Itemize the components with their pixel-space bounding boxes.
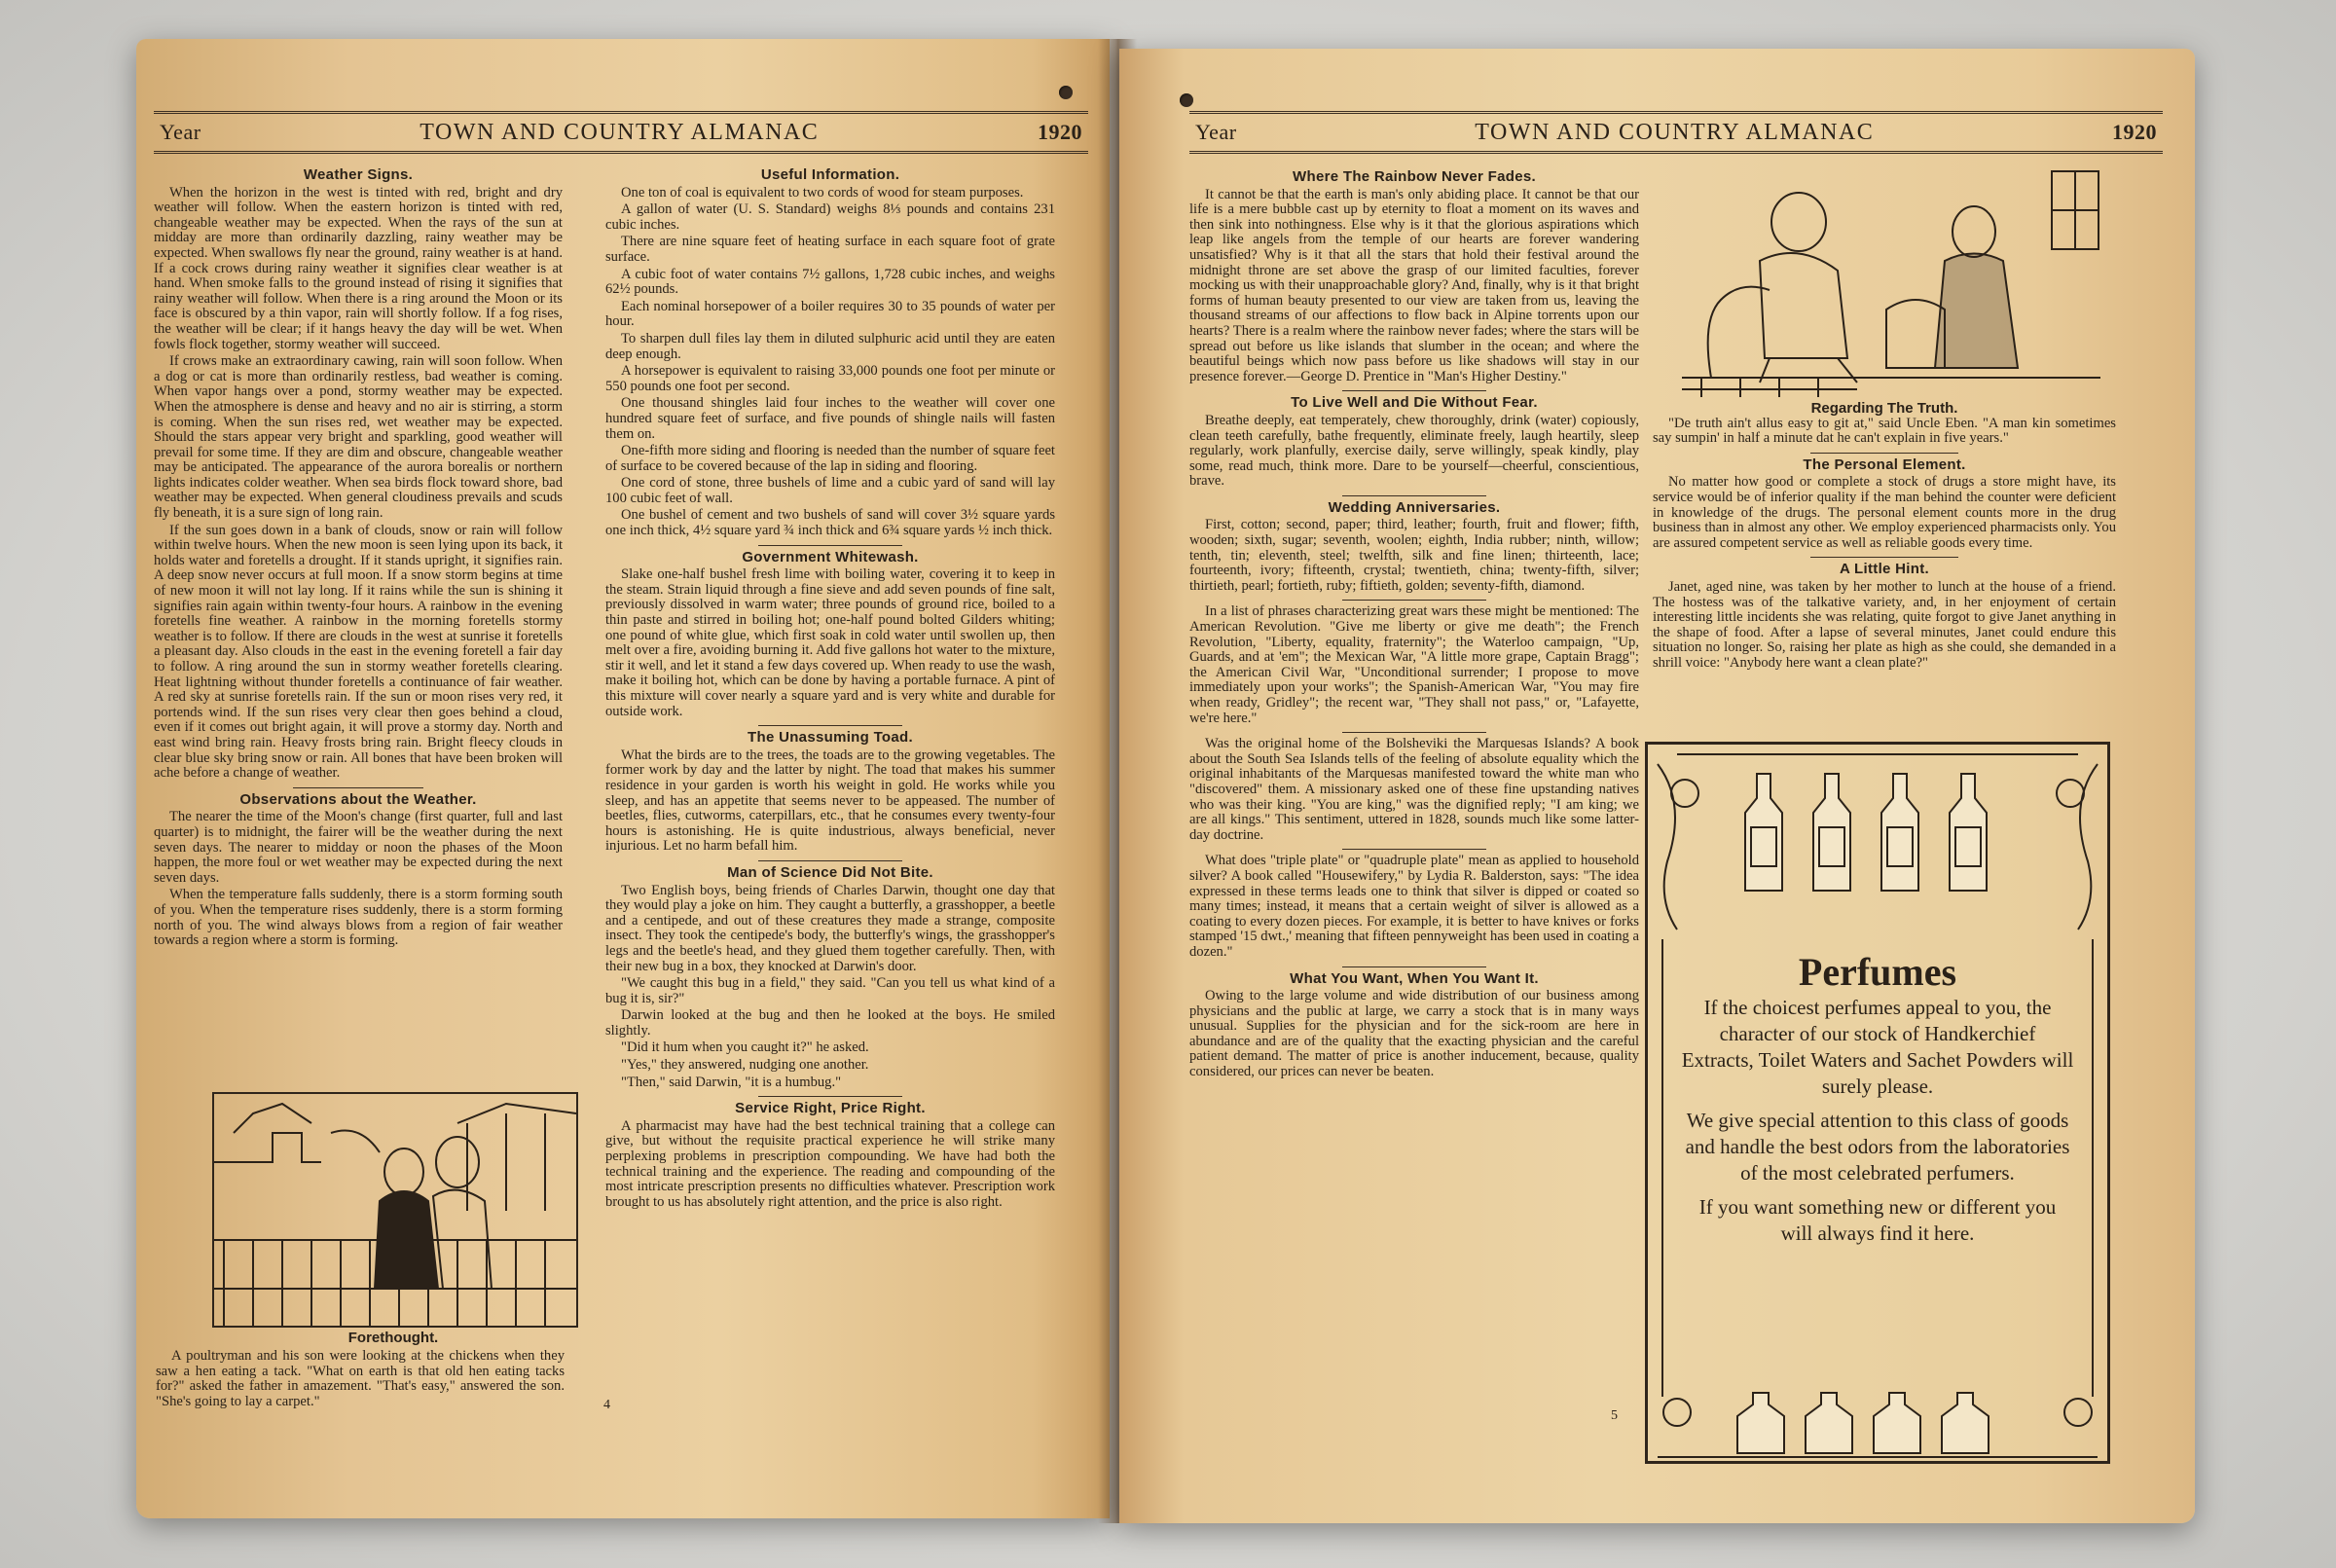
paragraph: One bushel of cement and two bushels of sand will cover 3½ square yards one inch thick, 4½ square yard ¾ inch thick and 6¾ square yards ½ inch thick. — [605, 507, 1055, 539]
divider — [293, 787, 423, 788]
divider — [1342, 966, 1486, 967]
divider — [1342, 849, 1486, 850]
page-number: 4 — [603, 1398, 610, 1412]
divider — [758, 1096, 902, 1097]
farm-scene-illustration — [214, 1094, 576, 1326]
header-title: TOWN AND COUNTRY ALMANAC — [1475, 119, 1875, 145]
header-year: 1920 — [2112, 120, 2157, 144]
header-year: 1920 — [1038, 120, 1082, 144]
paragraph: "We caught this bug in a field," they said. "Can you tell us what kind of a bug it is, sir?" — [605, 975, 1055, 1006]
divider — [758, 545, 902, 546]
left-page — [136, 39, 1110, 1518]
header-year-label: Year — [1195, 120, 1237, 144]
divider — [1342, 600, 1486, 601]
right-column-2 — [1653, 401, 2116, 674]
section-heading: Wedding Anniversaries. — [1328, 498, 1501, 516]
divider — [758, 860, 902, 861]
page-number: 5 — [1611, 1408, 1618, 1423]
paragraph: When the temperature falls suddenly, there is a storm forming south of you. When the temperature rises suddenly, there is a storm forming north of you. The wind always blows from a region of fair weather towards a region where a storm is forming. — [154, 887, 563, 949]
paragraph: Breathe deeply, eat temperately, chew thoroughly, drink (water) copiously, clean teeth carefully, bathe frequently, eliminate freely, laugh heartily, sleep regularly, work planfully, exercise daily, serve willingly, speak kindly, play some, read much, think more. Dare to be yourself—cheerful, conscientious, brave. — [1189, 412, 1639, 490]
header-title: TOWN AND COUNTRY ALMANAC — [420, 119, 820, 145]
perfume-bottles-top — [1648, 745, 2107, 939]
perfumes-advertisement — [1645, 742, 2110, 1464]
right-page — [1119, 49, 2195, 1523]
paragraph: It cannot be that the earth is man's only abiding place. It cannot be that our life is a mere bubble cast up by eternity to float a moment on its waves and then sink into nothingness. Else why is it that the glorious aspirations which leap like angels from the temple of our hearts are forever wandering unsatisfied? Why is it that all the stars that hold their festival around the midnight throne are set above the grasp of our limited faculties, forever mocking us with their unapproachable glory? And, finally, why is it that bright forms of human beauty presented to our view are taken from us, leaving the thousand streams of our affections to flow back in Alpine torrents upon our hearts? There is a realm where the rainbow never fades; where the stars will be spread out before us like islands that slumber in the ocean; and where the beautiful beings which now pass before us like shadows will stay in our presence forever.—George D. Prentice in "Man's Higher Destiny." — [1189, 186, 1639, 384]
forethought-text — [156, 1349, 565, 1411]
paragraph: One ton of coal is equivalent to two cords of wood for steam purposes. — [621, 184, 1024, 201]
paragraph: In a list of phrases characterizing great wars these might be mentioned: The American Revolution. "Give me liberty or give me death"; the French Revolution, "Liberty, equality, fraternity"; the Waterloo campaign, "Up, Guards, and at 'em"; the Mexican War, "A little more grape, Captain Bragg"; the American Civil War, "Unconditional surrender; I propose to move immediately upon your works"; the Spanish-American War, "You may fire when ready, Gridley"; the recent war, "They shall not pass," or, "Lafayette, we're here." — [1189, 603, 1639, 726]
divider — [758, 725, 902, 726]
paragraph: There are nine square feet of heating surface in each square foot of grate surface. — [605, 234, 1055, 265]
header-year-label: Year — [160, 120, 201, 144]
paragraph: Janet, aged nine, was taken by her mother to lunch at the house of a friend. The hostess was of the talkative variety, and, in her enjoyment of certain interesting little incidents she was relating, quite forgot to give Janet anything in the shape of food. After a lapse of several minutes, Janet could endure this situation no longer. So, raising her plate as high as she could, she demanded in a shrill voice: "Anybody here want a clean plate?" — [1653, 578, 2116, 671]
paragraph: Owing to the large volume and wide distribution of our business among physicians and the public at large, we carry a stock that is in many ways unusual. Supplies for the physician and for the sick-room are here in abundance and are of the quality that the exacting physician and the careful patient demand. The matter of price is another inducement, because, quality considered, our prices can never be beaten. — [1189, 988, 1639, 1080]
section-heading: What You Want, When You Want It. — [1290, 969, 1539, 987]
divider — [1810, 453, 1958, 454]
paragraph: A pharmacist may have had the best technical training that a college can give, but without the requisite practical experience he will strike many perplexing problems in prescription compounding. We have had both the technical training and the experience. The reading and compounding of the most intricate prescription presents no difficulties whatever. Prescription work brought to us has absolutely right attention, and the price is also right. — [605, 1117, 1055, 1210]
section-heading: Useful Information. — [760, 166, 900, 183]
paragraph: Two English boys, being friends of Charles Darwin, thought one day that they would play a joke on him. They caught a butterfly, a grasshopper, a beetle and a centipede, and out of these creatures they made a strange, composite insect. They took the centipede's body, the butterfly's wings, the grasshopper's legs and the beetle's head, and they glued them together carefully. Then, with their new bug in a box, they knocked at Darwin's door. — [605, 882, 1055, 974]
paragraph: When the horizon in the west is tinted with red, bright and dry weather will follow. When the eastern horizon is tinted with red, changeable weather may be expected. When the rays of the sun at midday are more than ordinarily dazzling, rainy weather may be expected. When swallows fly near the ground, rainy weather is at hand. If a cock crows during rainy weather it signifies clear weather is at hand. When smoke falls to the ground instead of rising it signifies that rainy weather will follow. When there is a ring around the Moon or its face is obscured by a thin vapor, rain will shortly follow. If a fog rises, the weather will be clear; if it hangs heavy the day will be wet. When fowls flock together, stormy weather will succeed. — [154, 184, 563, 352]
forethought-illustration — [212, 1092, 578, 1328]
section-heading: Weather Signs. — [303, 166, 414, 183]
illustration-caption: Forethought. — [347, 1330, 439, 1346]
section-heading: Man of Science Did Not Bite. — [727, 863, 933, 881]
ad-paragraph: If the choicest perfumes appeal to you, the character of our stock of Handkerchief Extracts, Toilet Waters and Sachet Powders will surely please. — [1681, 996, 2074, 1098]
right-column-1 — [1189, 165, 1639, 1082]
paragraph: "Did it hum when you caught it?" he asked. — [621, 1039, 869, 1056]
paragraph: Slake one-half bushel fresh lime with boiling water, covering it to keep in the steam. Strain liquid through a fine sieve and add seven pounds of fine salt, previously dissolved in warm water; three pounds of ground rice, boiled to a thin paste and stirred in boiling hot; one-half pound bolted Gilders whiting; one pound of white glue, which first soak in cold water until swollen up, then melt over a fire, avoiding burning it. Add five gallons hot water to the mixture, stir it well, and let it stand a few days covered up. When ready to use the wash, make it boiling hot, which can be done by having a portable furnace. A pint of this mixture will cover nearly a square yard and is very white and durable for outside work. — [605, 566, 1055, 719]
paragraph: "Yes," they answered, nudging one another. — [621, 1057, 869, 1074]
paragraph: A poultryman and his son were looking at the chickens when they saw a hen eating a tack. "What on earth is that old hen eating tacks for?" asked the father in amazement. "That's easy," answered the son. "She's going to lay a carpet." — [156, 1348, 565, 1409]
section-heading: Government Whitewash. — [742, 548, 919, 565]
paragraph: What does "triple plate" or "quadruple plate" mean as applied to household silver? A book called "Housewifery," by Lydia R. Balderston, says: "The idea expressed in these terms leads one to think that silver is dipped or coated so many times; instead, it means that a certain weight of silver is allowed as a coating to every dozen pieces. For example, it is better to have knives or forks stamped '15 dwt.,' meaning that fifteen pennyweight has been used in coating a dozen." — [1189, 853, 1639, 960]
illustration-caption: Regarding The Truth. — [1810, 400, 1958, 417]
page-header — [1189, 111, 2163, 154]
paragraph: One-fifth more siding and flooring is needed than the number of square feet of surface to be covered because of the lap in siding and flooring. — [605, 443, 1055, 474]
divider — [1810, 557, 1958, 558]
section-heading: The Unassuming Toad. — [748, 729, 913, 747]
paragraph: No matter how good or complete a stock of drugs a store might have, its service would be of inferior quality if the man behind the counter were deficient in knowledge of the drugs. The personal element counts more in the drug business than in almost any other. We employ experienced pharmacists only. You are assured competent service as well as reliable goods every time. — [1653, 474, 2116, 551]
paragraph: "De truth ain't allus easy to git at," said Uncle Eben. "A man kin sometimes say sumpin' in half a minute dat he can't explain in five years." — [1653, 415, 2116, 447]
paragraph: The nearer the time of the Moon's change (first quarter, full and last quarter) is to midnight, the fairer will be the weather during the next seven days. The nearer to midday or noon the phases of the Moon happen, the more foul or wet weather may be expected during the next seven days. — [154, 809, 563, 886]
divider — [1342, 495, 1486, 496]
section-heading: A Little Hint. — [1840, 561, 1929, 578]
paragraph: A horsepower is equivalent to raising 33,000 pounds one foot per minute or 550 pounds one foot per second. — [605, 363, 1055, 394]
divider — [1342, 390, 1486, 391]
section-heading: To Live Well and Die Without Fear. — [1291, 394, 1538, 412]
paragraph: A cubic foot of water contains 7½ gallons, 1,728 cubic inches, and weighs 62½ pounds. — [605, 266, 1055, 298]
ad-text-frame — [1661, 939, 2094, 1397]
section-heading: Where The Rainbow Never Fades. — [1293, 168, 1536, 185]
paragraph: "Then," said Darwin, "it is a humbug." — [621, 1074, 842, 1090]
paragraph: A gallon of water (U. S. Standard) weighs 8⅓ pounds and contains 231 cubic inches. — [605, 201, 1055, 233]
paragraph: What the birds are to the trees, the toads are to the growing vegetables. The former work by day and the latter by night. The toad that makes his summer residence in your garden is worth his weight in gold. He works while you sleep, and has an appetite that seems never to be appeased. The number of beetles, flies, cutworms, caterpillars, etc., that he consumes every twenty-four hours is astonishing. He is quite industrious, always beneficial, never injurious. Let no harm befall him. — [605, 747, 1055, 855]
divider — [1342, 732, 1486, 733]
paragraph: To sharpen dull files lay them in diluted sulphuric acid until they are eaten deep enough. — [605, 330, 1055, 362]
page-header — [154, 111, 1088, 154]
left-column-1 — [154, 164, 563, 951]
ad-paragraph: We give special attention to this class of goods and handle the best odors from the laboratories of the most celebrated perfumers. — [1685, 1109, 2070, 1185]
left-column-2 — [605, 164, 1055, 1212]
paragraph: First, cotton; second, paper; third, leather; fourth, fruit and flower; fifth, wooden; sixth, sugar; seventh, woolen; eighth, India rubber; ninth, willow; tenth, tin; eleventh, steel; twelfth, silk and fine linen; thirteenth, lace; fourteenth, ivory; fifteenth, crystal; twentieth, china; twenty-fifth, silver; thirtieth, pearl; fortieth, ruby; fiftieth, golden; seventy-fifth, diamond. — [1189, 517, 1639, 594]
paragraph: Was the original home of the Bolsheviki the Marquesas Islands? A book about the South Sea Islands tells of the feeling of absolute equality which the original inhabitants of the Marquesas manifested toward the white man who "discovered" them. A missionary asked one of these fine upstanding natives who was their king. "You are king," was the dignified reply; "I am king; we are all kings." This sentiment, uttered in 1828, sounds much like some latter-day doctrine. — [1189, 736, 1639, 843]
uncle-eben-illustration — [1682, 164, 2100, 397]
paragraph: Darwin looked at the bug and then he looked at the boys. He smiled slightly. — [605, 1007, 1055, 1039]
porch-scene-illustration — [1682, 164, 2100, 397]
section-heading: Service Right, Price Right. — [735, 1100, 926, 1117]
perfume-bottles-bottom — [1648, 1383, 2107, 1461]
ad-body — [1663, 995, 2092, 1247]
ad-title: Perfumes — [1798, 950, 1957, 994]
staple-hole — [1180, 93, 1193, 107]
paragraph: One cord of stone, three bushels of lime and a cubic yard of sand will lay 100 cubic feet of wall. — [605, 475, 1055, 506]
ad-paragraph: If you want something new or different you will always find it here. — [1698, 1195, 2057, 1245]
section-heading: The Personal Element. — [1803, 456, 1966, 473]
paragraph: One thousand shingles laid four inches to the weather will cover one hundred square feet of surface, and five pounds of shingle nails will fasten them on. — [605, 395, 1055, 442]
paragraph: If crows make an extraordinary cawing, rain will soon follow. When a dog or cat is more than ordinarily restless, bad weather is coming. When vapor hangs over a pond, stormy weather may be expected. When the atmosphere is dense and heavy and no air is stirring, a storm is coming. When the sun rises red, wet weather may be expected. Should the stars appear very bright and sparkling, good weather will prevail for some time. If they are dim and obscure, changeable weather may be anticipated. The appearance of the aurora borealis or northern lights indicates colder weather. When sea birds flock toward shore, bad weather may be expected. When general cloudiness prevails and scuds fly beneath, it is a sure sign of long rain. — [154, 353, 563, 522]
paragraph: If the sun goes down in a bank of clouds, snow or rain will follow within twelve hours. When the new moon is seen lying upon its back, it holds water and foretells a drought. If it stands upright, it signifies rain. A deep snow never occurs at full moon. If a snow storm begins at time of new moon it will not lay long. If it rains while the sun is shining it signifies rain again within twenty-four hours. A rainbow in the evening foretells fine weather. A rainbow in the morning foretells stormy weather is to follow. If there are clouds in the west at sunrise it foretells a pleasant day. Also clouds in the east in the evening foretell a fair day to follow. A ring around the sun in stormy weather foretells clearing. Heat lightning without thunder foretells a continuance of fair weather. A red sky at sunrise foretells rain. If the sun or moon rises very red, it portends wind. If the sun rises very clear then goes behind a cloud, even if it comes out bright again, it will prove a stormy day. North and east wind bring rain. Heavy frosts bring rain. Bright fleecy clouds in clear blue sky bring snow or rain. All bones that have been broken will ache before a change of weather. — [154, 522, 563, 782]
section-heading: Observations about the Weather. — [239, 790, 477, 808]
staple-hole — [1059, 86, 1073, 99]
paragraph: Each nominal horsepower of a boiler requires 30 to 35 pounds of water per hour. — [605, 298, 1055, 330]
